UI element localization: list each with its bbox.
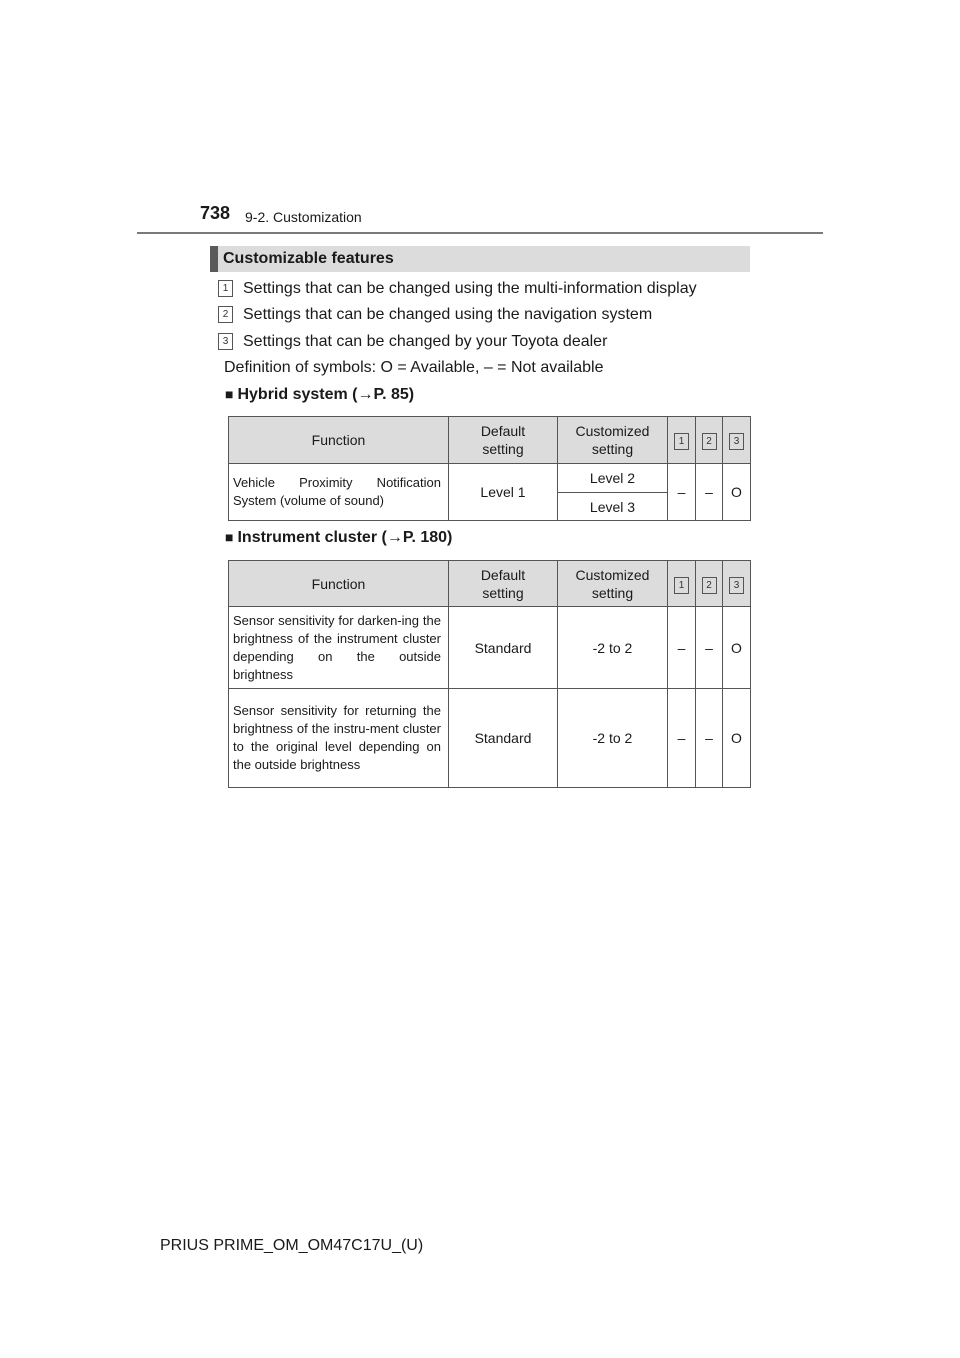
number-2-icon: 2	[218, 306, 233, 323]
header-col-1	[668, 417, 696, 464]
col3-cell: O	[723, 607, 751, 689]
square-bullet-icon: ■	[225, 386, 234, 402]
header-customized-text: Customized setting	[575, 566, 650, 601]
table-header-row	[229, 417, 751, 464]
function-cell: Vehicle Proximity Notification System (volume of sound)	[229, 464, 449, 521]
function-cell: Sensor sensitivity for darken-ing the brightness of the instrument cluster depending on the outside brightness	[229, 607, 449, 689]
default-cell: Standard	[449, 607, 558, 689]
table-row	[229, 464, 751, 493]
footer-model-code: PRIUS PRIME_OM_OM47C17U_(U)	[160, 1237, 424, 1254]
legend-text: Settings that can be changed using the multi-information display	[243, 280, 697, 297]
symbol-definition: Definition of symbols: O = Available, – = Not available	[224, 359, 604, 376]
number-1-icon: 1	[674, 577, 689, 594]
number-2-icon: 2	[702, 433, 717, 450]
custom-cell: Level 2	[558, 464, 668, 493]
default-cell: Level 1	[449, 464, 558, 521]
legend-item-2	[218, 305, 652, 325]
col3-cell: O	[723, 689, 751, 788]
default-cell: Standard	[449, 689, 558, 788]
header-default-setting	[449, 561, 558, 607]
instrument-cluster-table	[228, 560, 751, 788]
header-function: Function	[229, 417, 449, 464]
number-3-icon: 3	[729, 577, 744, 594]
col1-cell: –	[668, 464, 696, 521]
instrument-cluster-heading	[225, 529, 452, 547]
header-col-3	[723, 561, 751, 607]
col1-cell: –	[668, 607, 696, 689]
legend-text: Settings that can be changed by your Toyota dealer	[243, 333, 608, 350]
legend-text: Settings that can be changed using the navigation system	[243, 306, 653, 323]
col2-cell: –	[696, 689, 723, 788]
header-col-3	[723, 417, 751, 464]
header-customized-setting	[558, 561, 668, 607]
hybrid-system-table	[228, 416, 751, 521]
header-default-setting	[449, 417, 558, 464]
header-customized-text: Customized setting	[575, 423, 650, 457]
number-3-icon: 3	[218, 333, 233, 350]
col2-cell: –	[696, 607, 723, 689]
header-function: Function	[229, 561, 449, 607]
header-default-text: Default setting	[480, 566, 526, 601]
section-label: 9-2. Customization	[245, 209, 362, 225]
header-rule	[137, 232, 823, 234]
page-number: 738	[200, 203, 231, 223]
legend-item-1	[218, 279, 697, 299]
table-row	[229, 607, 751, 689]
function-cell: Sensor sensitivity for returning the brightness of the instru-ment cluster to the original level depending on the outside brightness	[229, 689, 449, 788]
number-2-icon: 2	[702, 577, 717, 594]
col1-cell: –	[668, 689, 696, 788]
square-bullet-icon: ■	[225, 529, 234, 545]
number-3-icon: 3	[729, 433, 744, 450]
table-header-row	[229, 561, 751, 607]
table-row	[229, 689, 751, 788]
header-col-2	[696, 417, 723, 464]
instrument-heading-text: Instrument cluster (→P. 180)	[237, 529, 453, 546]
header-default-text: Default setting	[480, 423, 526, 457]
custom-cell: Level 3	[558, 493, 668, 521]
number-1-icon: 1	[218, 280, 233, 297]
legend-item-3	[218, 332, 607, 352]
customizable-features-heading: Customizable features	[210, 246, 750, 272]
header-col-2	[696, 561, 723, 607]
col2-cell: –	[696, 464, 723, 521]
header-col-1	[668, 561, 696, 607]
number-1-icon: 1	[674, 433, 689, 450]
hybrid-system-heading	[225, 386, 414, 404]
header-customized-setting	[558, 417, 668, 464]
custom-cell: -2 to 2	[558, 607, 668, 689]
hybrid-heading-text: Hybrid system (→P. 85)	[237, 386, 415, 403]
col3-cell: O	[723, 464, 751, 521]
custom-cell: -2 to 2	[558, 689, 668, 788]
